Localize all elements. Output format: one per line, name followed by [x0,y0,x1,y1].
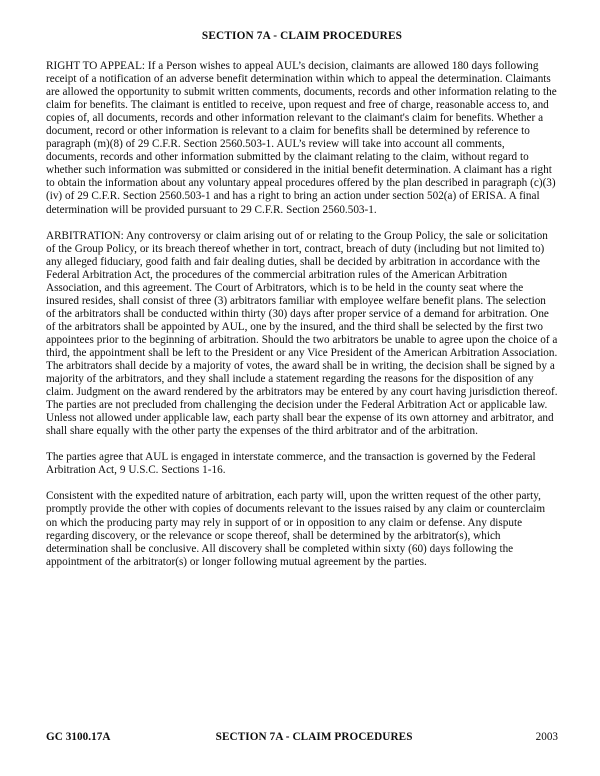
footer-section-title: SECTION 7A - CLAIM PROCEDURES [215,731,413,743]
paragraph-right-to-appeal: RIGHT TO APPEAL: If a Person wishes to appeal AUL’s decision, claimants are allowed 180 days following receipt of a notification of an adverse benefit determination within which to appeal the determination. Claimants are allowed the opportunity to submit written comments, documents, records and other information relating to the claim for benefits. The claimant is entitled to receive, upon request and free of charge, reasonable access to, and copies of, all documents, records and other information relevant to the claimant's claim for benefits. Whether a document, record or other information is relevant to a claim for benefits shall be determined by reference to paragraph (m)(8) of 29 C.F.R. Section 2560.503-1. AUL’s review will take into account all comments, documents, records and other information submitted by the claimant relating to the claim, without regard to whether such information was submitted or considered in the initial benefit determination. A claimant has a right to obtain the information about any voluntary appeal procedures offered by the plan described in paragraph (c)(3)(iv) of 29 C.F.R. Section 2560.503-1 and has a right to bring an action under section 502(a) of ERISA. A final determination will be provided pursuant to 29 C.F.R. Section 2560.503-1. [46,60,557,216]
paragraph-interstate-commerce: The parties agree that AUL is engaged in interstate commerce, and the transaction is governed by the Federal Arbitration Act, 9 U.S.C. Sections 1-16. [46,451,536,477]
page-footer [46,731,558,744]
paragraph-discovery: Consistent with the expedited nature of arbitration, each party will, upon the written request of the other party, promptly provide the other with copies of documents relevant to the issues raised by any claim or counterclaim on which the producing party may rely in support of or in opposition to any claim or defense. Any dispute regarding discovery, or the relevance or scope thereof, shall be determined by the arbitrator(s), which determination shall be conclusive. All discovery shall be completed within sixty (60) days following the appointment of the arbitrator(s) or longer following mutual agreement by the parties. [46,490,546,568]
footer-year: 2003 [535,731,558,743]
footer-form-number: GC 3100.17A [46,731,111,743]
page-title: SECTION 7A - CLAIM PROCEDURES [201,30,403,42]
paragraph-arbitration: ARBITRATION: Any controversy or claim arising out of or relating to the Group Policy, the sale or solicitation of the Group Policy, or its breach thereof whether in tort, contract, breach of duty (including but not limited to) any alleged fiduciary, good faith and fair dealing duties, shall be decided by arbitration in accordance with the Federal Arbitration Act, the procedures of the commercial arbitration rules of the American Arbitration Association, and this agreement. The Court of Arbitrators, which is to be held in the county seat where the insured resides, shall consist of three (3) arbitrators familiar with employee welfare benefit plans. The selection of the arbitrators shall be conducted within thirty (30) days after proper service of a demand for arbitration. One of the arbitrators shall be appointed by AUL, one by the insured, and the third shall be selected by the first two appointees prior to the beginning of arbitration. Should the two arbitrators be unable to agree upon the choice of a third, the appointment shall be left to the President or any Vice President of the American Arbitration Association. The arbitrators shall decide by a majority of votes, the award shall be in writing, the decision shall be signed by a majority of the arbitrators, and they shall include a statement regarding the reasons for the disposition of any claim. Judgment on the award rendered by the arbitrators may be entered by any court having jurisdiction thereof. The parties are not precluded from challenging the decision under the Federal Arbitration Act or applicable law. Unless not allowed under applicable law, each party shall bear the expense of its own attorney and arbitrator, and shall share equally with the other party the expenses of the third arbitrator and of the arbitration. [46,229,558,438]
document-body [46,30,558,569]
